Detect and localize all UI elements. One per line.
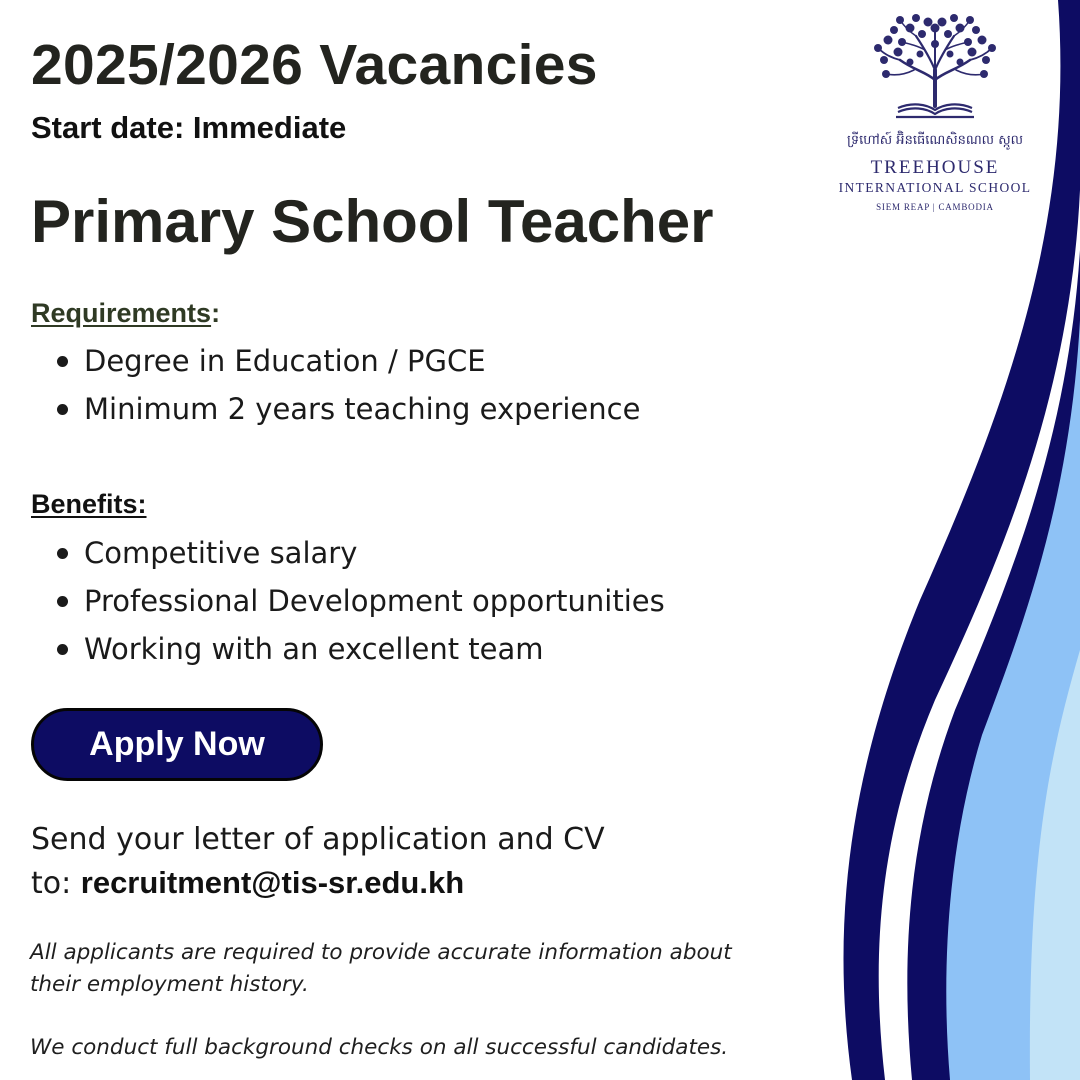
logo-khmer-name: ទ្រីហៅស៍ អ៊ិនធើណេសិនណល ស្កូល	[847, 133, 1023, 148]
contact-instructions: Send your letter of application and CV to: recruitment@tis-sr.edu.kh	[31, 822, 605, 901]
list-item: Degree in Education / PGCE	[54, 337, 640, 385]
requirements-heading: Requirements:	[31, 298, 221, 328]
start-date: Start date: Immediate	[31, 110, 347, 145]
benefits-heading: Benefits:	[31, 489, 147, 519]
requirements-list	[54, 337, 640, 433]
benefits-list	[54, 529, 665, 673]
background-check-notice: We conduct full background checks on all successful candidates.	[30, 1035, 729, 1060]
apply-now-button[interactable]: Apply Now	[31, 708, 323, 781]
tree-book-icon	[870, 14, 1000, 122]
logo-name-line2: INTERNATIONAL SCHOOL	[838, 180, 1032, 195]
list-item: Professional Development opportunities	[54, 577, 665, 625]
logo-location: SIEM REAP | CAMBODIA	[876, 202, 994, 212]
list-item: Working with an excellent team	[54, 625, 665, 673]
email-link[interactable]: recruitment@tis-sr.edu.kh	[80, 865, 465, 900]
page-title: 2025/2026 Vacancies	[31, 33, 598, 97]
accuracy-notice: All applicants are required to provide accurate information about their employment history.	[30, 940, 732, 997]
position-title: Primary School Teacher	[31, 188, 714, 255]
list-item: Minimum 2 years teaching experience	[54, 385, 640, 433]
list-item: Competitive salary	[54, 529, 665, 577]
logo-name-line1: TREEHOUSE	[870, 157, 1000, 178]
school-logo	[820, 14, 1050, 212]
